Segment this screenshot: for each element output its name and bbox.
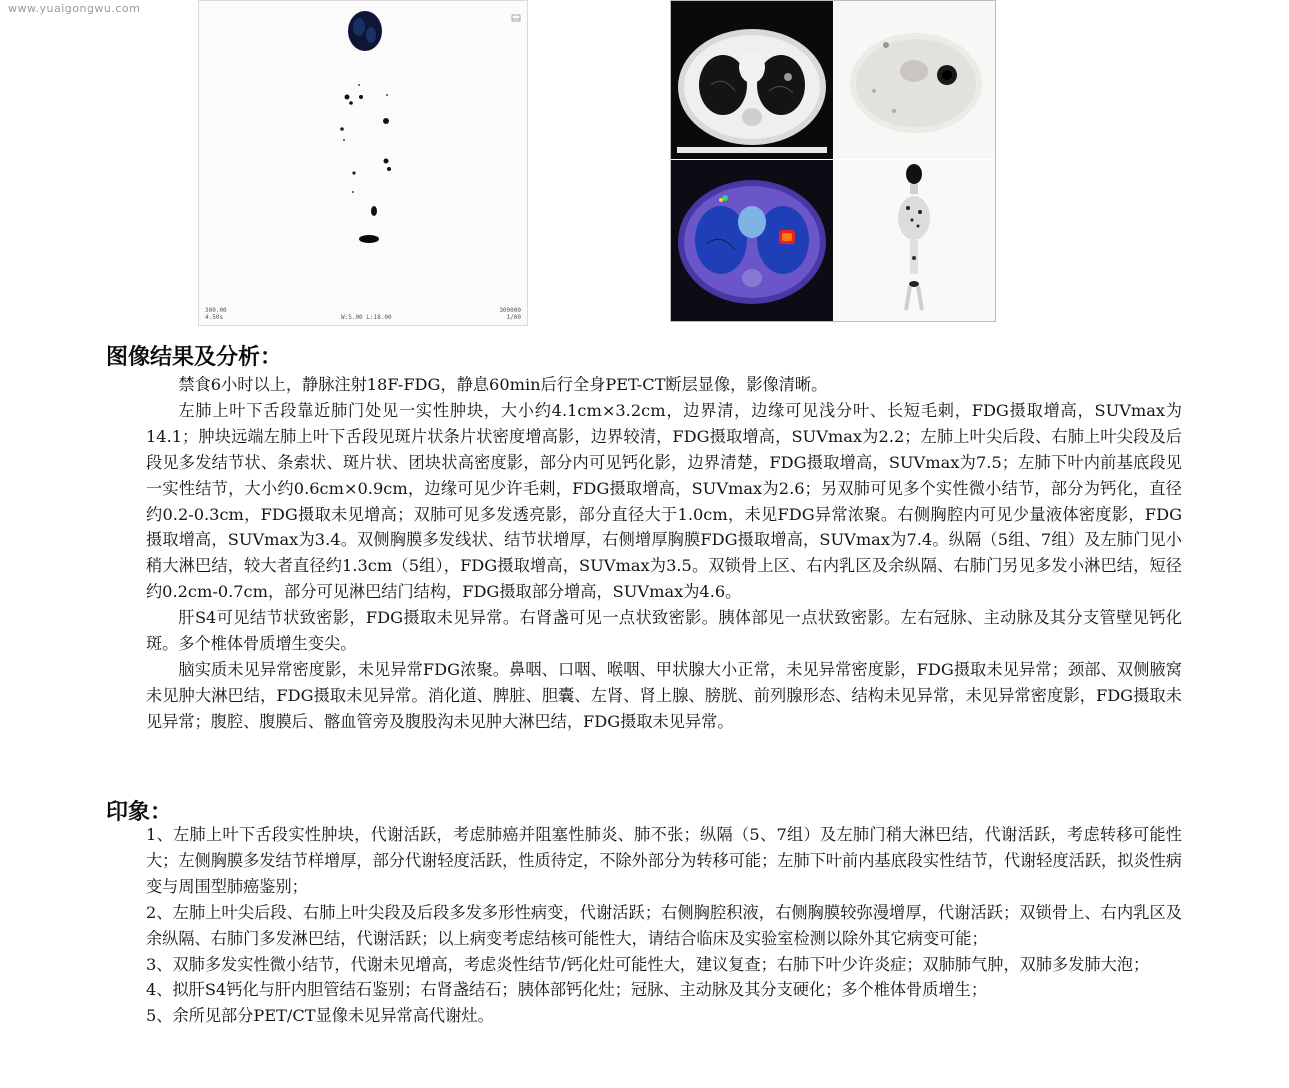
mip-corner-bottom-left: 300.00 4.50s <box>205 307 227 321</box>
impression-body <box>146 822 1182 1029</box>
findings-body <box>146 372 1182 735</box>
pet-mip-graphic <box>199 1 528 326</box>
ct-axial-image <box>671 1 833 159</box>
fusion-axial-image <box>671 160 833 322</box>
impression-heading: 印象： <box>106 800 173 825</box>
findings-paragraph: 左肺上叶下舌段靠近肺门处见一实性肿块，大小约4.1cm×3.2cm，边界清，边缘可见浅分叶、长短毛刺，FDG摄取增高，SUVmax为14.1；肿块远端左肺上叶下舌段见斑片状条片状密度增高影，边界较清，FDG摄取增高，SUVmax为2.2；左肺上叶尖后段、右肺上叶尖段及后段见多发结节状、条索状、斑片状、团块状高密度影，部分内可见钙化影，边界清楚，FDG摄取增高，SUVmax为7.5；左肺下叶内前基底段见一实性结节，大小约0.6cm×0.9cm，边缘可见少许毛刺，FDG摄取增高，SUVmax为2.6；另双肺可见多个实性微小结节，部分为钙化，直径约0.2-0.3cm，FDG摄取未见增高；双肺可见多发透亮影，部分直径大于1.0cm，未见FDG异常浓聚。右侧胸腔内可见少量液体密度影，FDG摄取增高，SUVmax为3.4。双侧胸膜多发线状、结节状增厚，右侧增厚胸膜FDG摄取增高，SUVmax为7.4。纵隔（5组、7组）及左肺门见小稍大淋巴结，较大者直径约1.3cm（5组），FDG摄取增高，SUVmax为3.5。双锁骨上区、右内乳区及余纵隔、右肺门另见多发小淋巴结，短径约0.2cm-0.7cm，部分可见淋巴结门结构，FDG摄取部分增高，SUVmax为4.6。 <box>146 400 1182 602</box>
findings-paragraph: 肝S4可见结节状致密影，FDG摄取未见异常。右肾盏可见一点状致密影。胰体部见一点状致密影。左右冠脉、主动脉及其分支管壁见钙化斑。多个椎体骨质增生变尖。 <box>146 608 1182 654</box>
pet-mip-small-image <box>834 160 996 322</box>
impression-item: 1、左肺上叶下舌段实性肿块，代谢活跃，考虑肺癌并阻塞性肺炎、肺不张；纵隔（5、7组）及左肺门稍大淋巴结，代谢活跃，考虑转移可能性大；左侧胸膜多发结节样增厚，部分代谢轻度活跃，性质待定，不除外部分为转移可能；左肺下叶前内基底段实性结节，代谢轻度活跃，拟炎性病变与周围型肺癌鉴别； <box>146 825 1182 896</box>
pet-ct-image-panel <box>670 0 996 322</box>
mip-corner-bottom-mid: W:5.00 L:18.00 <box>341 314 392 321</box>
watermark: www.yuaigongwu.com <box>8 2 141 15</box>
impression-item: 2、左肺上叶尖后段、右肺上叶尖段及后段多发多形性病变，代谢活跃；右侧胸腔积液，右侧胸膜较弥漫增厚，代谢活跃；双锁骨上、右内乳区及余纵隔、右肺门多发淋巴结，代谢活跃；以上病变考虑结核可能性大，请结合临床及实验室检测以除外其它病变可能； <box>146 902 1182 948</box>
pet-mip-image <box>198 0 528 326</box>
impression-item: 5、余所见部分PET/CT显像未见异常高代谢灶。 <box>146 1006 494 1026</box>
findings-heading: 图像结果及分析： <box>106 345 283 370</box>
findings-paragraph: 脑实质未见异常密度影，未见异常FDG浓聚。鼻咽、口咽、喉咽、甲状腺大小正常，未见异常密度影，FDG摄取未见异常；颈部、双侧腋窝未见肿大淋巴结，FDG摄取未见异常。消化道、脾脏、胆囊、左肾、肾上腺、膀胱、前列腺形态、结构未见异常，未见异常密度影，FDG摄取未见异常；腹腔、腹膜后、髂血管旁及腹股沟未见肿大淋巴结，FDG摄取未见异常。 <box>146 659 1182 731</box>
findings-paragraph: 禁食6小时以上，静脉注射18F-FDG，静息60min后行全身PET-CT断层显像，影像清晰。 <box>178 375 828 394</box>
impression-item: 4、拟肝S4钙化与肝内胆管结石鉴别；右肾盏结石；胰体部钙化灶；冠脉、主动脉及其分支硬化；多个椎体骨质增生； <box>146 980 988 1000</box>
mip-corner-bottom-right: 300000 1/00 <box>499 307 521 321</box>
pet-axial-image <box>834 1 996 159</box>
impression-item: 3、双肺多发实性微小结节，代谢未见增高，考虑炎性结节/钙化灶可能性大，建议复查；右肺下叶少许炎症；双肺肺气肿，双肺多发肺大泡； <box>146 954 1150 974</box>
